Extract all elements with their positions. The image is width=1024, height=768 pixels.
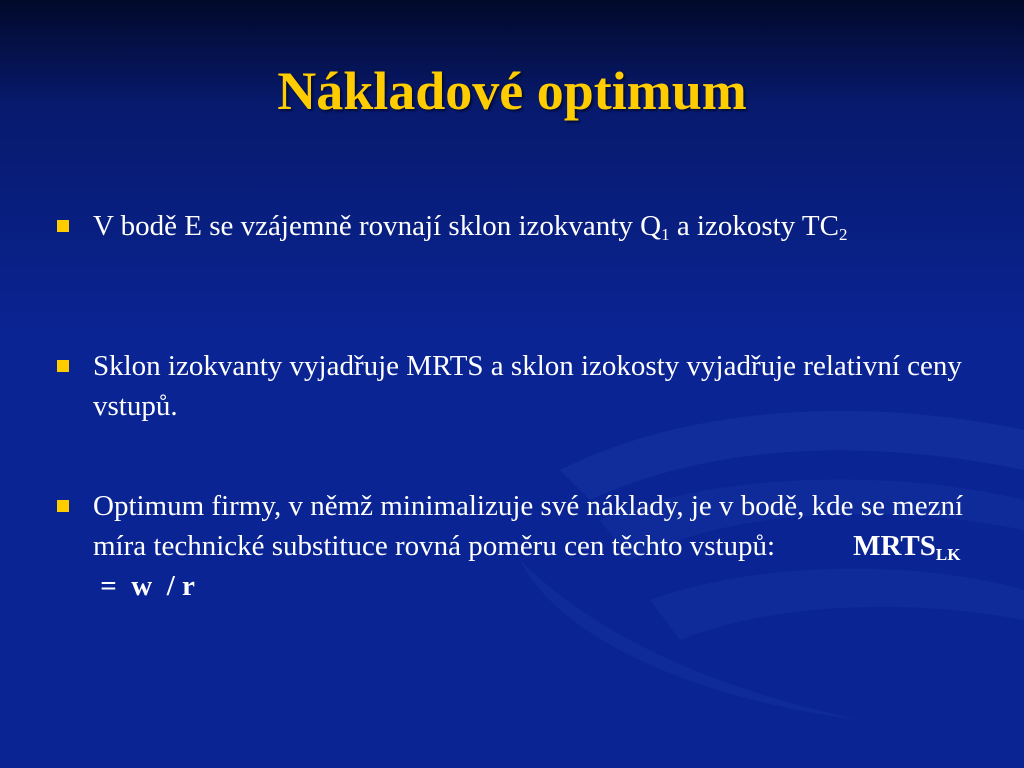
square-bullet-icon [57, 500, 69, 512]
bullet-text-1: V bodě E se vzájemně rovnají sklon izokvanty $Q_1$ a izokosty $TC_2$ [93, 210, 848, 244]
mrts-formula: $MRTS_{LK} = w / r$ [93, 530, 961, 602]
slide-title: Nákladové optimum [277, 61, 747, 121]
bullet-text-3: Optimum firmy, v němž minimalizuje své náklady, je v bodě, kde se mezní míra technické substituce rovná poměru cen těchto vstupů: $MRTS_{LK} = w / r$ [93, 490, 964, 602]
square-bullet-icon [57, 220, 69, 232]
bullet-text-2: Sklon izokvanty vyjadřuje MRTS a sklon izokosty vyjadřuje relativní ceny vstupů. [93, 350, 962, 422]
square-bullet-icon [57, 360, 69, 372]
